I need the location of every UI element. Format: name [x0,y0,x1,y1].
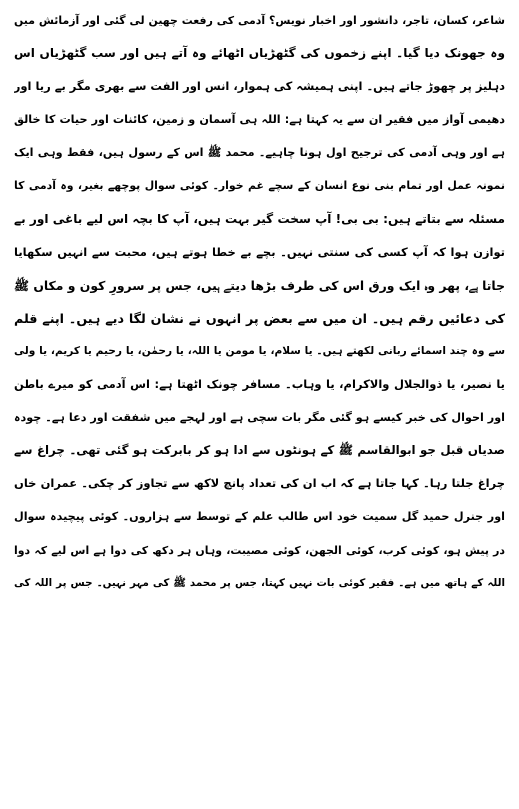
text-line: دھیمی آواز میں فقیر ان سے یہ کہتا ہے: اللہ ہی آسمان و زمین، کائنات اور حیات کا خالق [14,113,505,127]
text-line: وہ جھونک دیا گیا۔ اپنے زخموں کی گٹھڑیاں اٹھائے وہ آتے ہیں اور سب گٹھڑیاں اس [14,46,505,61]
text-line: ہے اور وہی آدمی کی ترجیح اول ہونا چاہیے۔ محمد ﷺ اس کے رسول ہیں، فقط وہی ایک [14,146,505,160]
text-line: صدیاں قبل جو ابوالقاسم ﷺ کے ہونٹوں سے ادا ہو کر بابرکت ہو گئی تھی۔ چراغ سے [14,443,505,458]
text-line: مسئلہ سے بتاتے ہیں: بی بی! آپ سخت گیر بہت ہیں، آپ کا بچہ اس لیے باغی اور بے [14,211,505,226]
text-line: یا نصیر، یا ذوالجلال والاکرام، یا وہاب۔ مسافر چونک اٹھتا ہے: اس آدمی کو میرے باطن [14,377,505,392]
text-line: شاعر، کسان، تاجر، دانشور اور اخبار نویس؟ آدمی کی رفعت چھین لی گئی اور آزمائش میں [14,14,505,27]
text-line: اور احوال کی خبر کیسے ہو گئی مگر بات سچی ہے اور لہجے میں شفقت اور دعا ہے۔ چودہ [14,411,505,425]
text-line: چراغ جلتا رہا۔ کہا جاتا ہے کہ اب ان کی تعداد پانچ لاکھ سے تجاوز کر چکی۔ عمران خاں [14,476,505,491]
text-line: کی دعائیں رقم ہیں۔ ان میں سے بعض پر انہوں نے نشان لگا دیے ہیں۔ اپنے قلم [14,310,505,326]
text-line: نمونہ عمل اور تمام بنی نوع انسان کے سچے غم خوار۔ کوئی سوال پوچھے بغیر، وہ آدمی کا [14,179,505,193]
text-line: دہلیز پر چھوڑ جاتے ہیں۔ اپنی ہمیشہ کی ہموار، انس اور الفت سے بھری مگر بے ریا اور [14,79,505,94]
text-line: توازن ہوا کہ آپ کسی کی سنتی نہیں۔ بچے بے خطا ہوتے ہیں، محبت سے انہیں سکھایا [14,244,505,259]
text-line: در پیش ہو، کوئی کرب، کوئی الجھن، کوئی مصیبت، وہاں ہر دکھ کی دوا ہے اس لیے کہ دوا [14,543,505,557]
text-line: جاتا ہے، پھر وہ ایک ورق اس کی طرف بڑھا دیتے ہیں، جس پر سرورِ کون و مکاں ﷺ [14,277,505,293]
text-line: سے وہ چند اسمائے ربانی لکھتے ہیں۔ یا سلام، یا مومن یا اللہ، یا رحمٰن، یا رحیم یا کریم، یا ولی [14,344,505,357]
text-line: اللہ کے ہاتھ میں ہے۔ فقیر کوئی بات نہیں کہتا، جس پر محمد ﷺ کی مہر نہیں۔ جس پر اللہ کی [14,576,505,589]
text-line: اور جنرل حمید گل سمیت خود اس طالب علم کے توسط سے ہزاروں۔ کوئی پیچیدہ سوال [14,510,505,524]
